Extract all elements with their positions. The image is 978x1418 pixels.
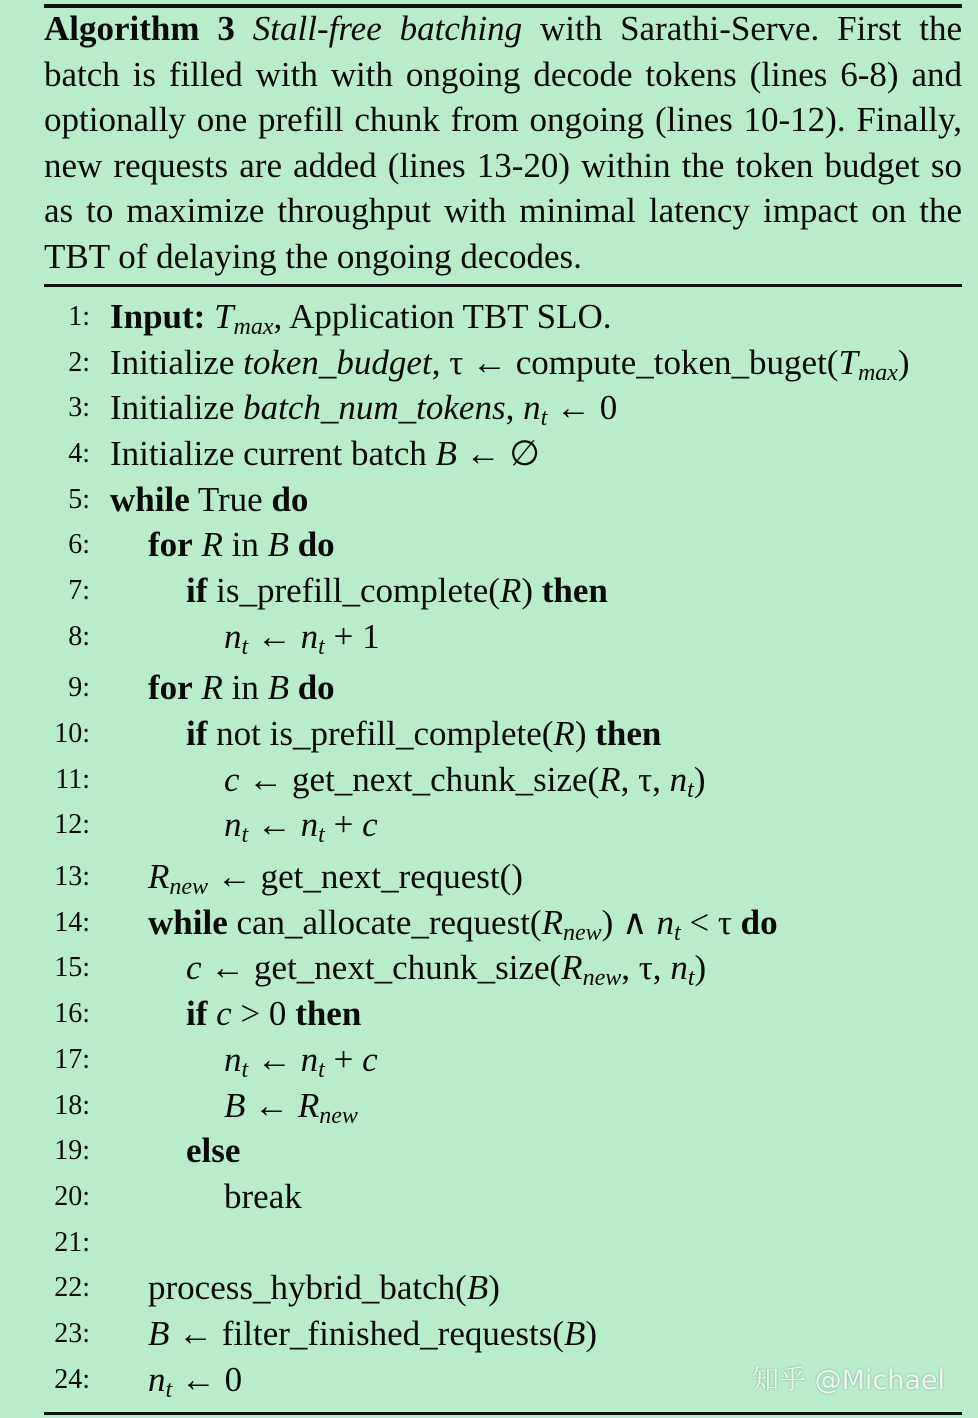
line-number: 11:: [55, 764, 90, 795]
line-content: while True do: [110, 480, 309, 519]
line-content: c ← get_next_chunk_size(R, τ, $n_t$): [224, 760, 706, 803]
line-number: 1:: [68, 301, 90, 332]
bottom-rule: [44, 1412, 962, 1415]
line-number: 16:: [54, 998, 90, 1029]
line-content: B ← filter_finished_requests(B): [148, 1314, 598, 1353]
line-content: B ← $R_{new}$: [224, 1086, 358, 1129]
algorithm-caption: [44, 6, 962, 280]
line-number: 12:: [54, 809, 90, 840]
algorithm-title: Stall-free batching: [252, 9, 523, 48]
line-content: if is_prefill_complete(R) then: [186, 571, 608, 610]
line-content: Input: $T_{max}$, Application TBT SLO.: [110, 297, 612, 340]
line-number: 5:: [68, 484, 90, 515]
line-content: if not is_prefill_complete(R) then: [186, 714, 662, 753]
line-content: break: [224, 1177, 302, 1216]
line-number: 14:: [54, 907, 90, 938]
line-content: c ← $get\_next\_chunk\_size(R_{new}$, τ, $n_t$): [186, 948, 707, 991]
watermark: 知乎 @Michael: [752, 1365, 945, 1396]
line-content: for R in B do: [148, 668, 335, 707]
line-content: $n_t$ ← $n_t + 1$: [224, 617, 380, 660]
line-number: 22:: [54, 1272, 90, 1303]
line-number: 9:: [68, 672, 90, 703]
line-number: 7:: [68, 575, 90, 606]
algorithm-label: Algorithm 3: [44, 9, 235, 48]
line-content: Initialize current batch B ← ∅: [110, 434, 540, 473]
line-number: 10:: [54, 718, 90, 749]
line-number: 19:: [54, 1135, 90, 1166]
line-number: 4:: [68, 438, 90, 469]
caption-text: with Sarathi-Serve. First the batch is filled with with ongoing decode tokens (lines 6-8) and optionally one prefill chunk from ongoing (lines 10-12). Finally, new requests are added (lines 13-20) within the token budget so as to maximize throughput with minimal latency impact on the TBT of delaying the ongoing decodes.: [44, 9, 963, 276]
line-content: process_hybrid_batch(B): [148, 1268, 500, 1307]
line-content: while $can\_allocate\_request(R_{new})$ ∧ $n_t < \tau$ do: [148, 903, 778, 946]
line-content: if c > 0 then: [186, 994, 362, 1033]
line-number: 24:: [54, 1364, 90, 1395]
line-number: 17:: [54, 1044, 90, 1075]
line-content: $n_t$ ← 0: [148, 1360, 243, 1403]
line-content: else: [186, 1131, 241, 1170]
line-number: 3:: [68, 392, 90, 423]
line-content: for R in B do: [148, 525, 335, 564]
line-number: 6:: [68, 529, 90, 560]
line-content: $n_t$ ← $n_t + c$: [224, 1040, 378, 1083]
line-number: 23:: [54, 1318, 90, 1349]
line-number: 20:: [54, 1181, 90, 1212]
line-number: 13:: [54, 861, 90, 892]
line-number: 15:: [54, 952, 90, 983]
line-number: 18:: [54, 1090, 90, 1121]
line-number: 21:: [54, 1227, 90, 1258]
line-content: Initialize batch_num_tokens, $n_t$ ← 0: [110, 388, 618, 431]
line-content: Initialize token_budget, τ ← $compute\_token\_buget(T_{max})$: [110, 343, 910, 386]
line-content: $R_{new}$ ← get_next_request(): [148, 857, 523, 900]
line-number: 8:: [68, 621, 90, 652]
line-number: 2:: [68, 347, 90, 378]
line-content: $n_t$ ← $n_t + c$: [224, 805, 378, 848]
caption-rule: [44, 284, 962, 287]
